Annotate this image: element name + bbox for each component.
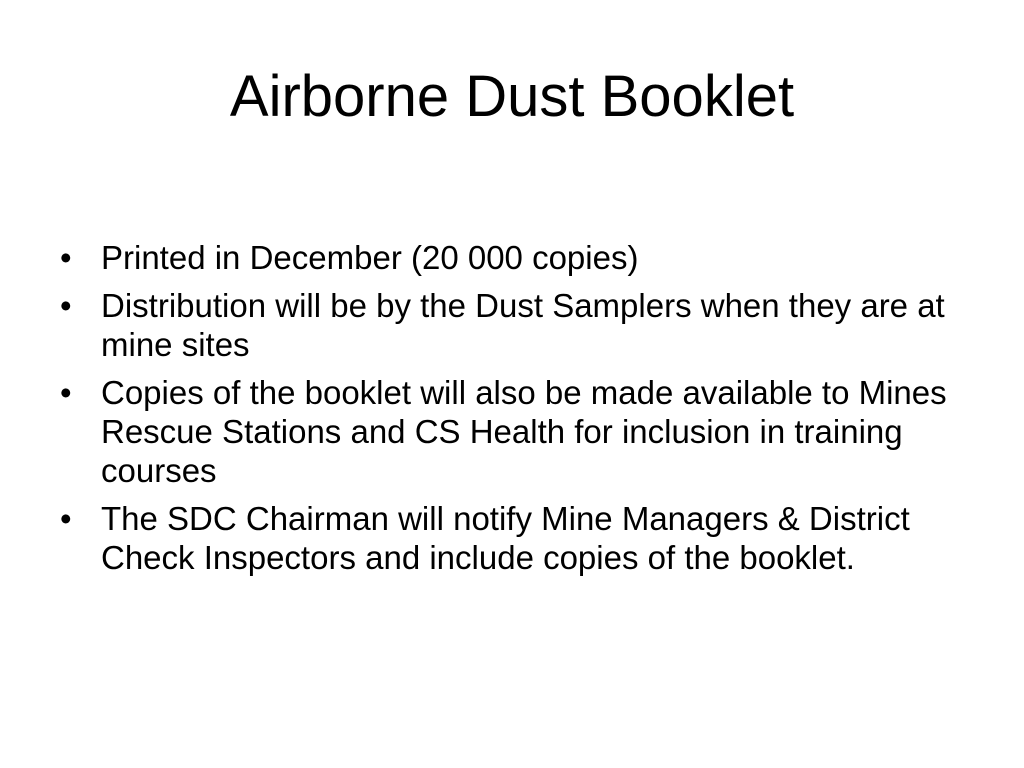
bullet-text: Printed in December (20 000 copies) xyxy=(101,239,639,276)
bullet-icon: • xyxy=(60,374,72,411)
bullet-icon: • xyxy=(60,287,72,324)
bullet-list xyxy=(60,238,980,586)
bullet-item-chairman xyxy=(60,499,980,577)
bullet-icon: • xyxy=(60,239,72,276)
bullet-item-printed xyxy=(60,238,980,277)
bullet-text: The SDC Chairman will notify Mine Managers & District Check Inspectors and include copies of the booklet. xyxy=(101,500,910,576)
bullet-icon: • xyxy=(60,500,72,537)
slide-title: Airborne Dust Booklet xyxy=(229,64,795,129)
bullet-text: Copies of the booklet will also be made available to Mines Rescue Stations and CS Health for inclusion in training courses xyxy=(101,374,947,489)
bullet-item-distribution xyxy=(60,286,980,364)
bullet-item-copies xyxy=(60,373,980,490)
bullet-text: Distribution will be by the Dust Samplers when they are at mine sites xyxy=(101,287,945,363)
